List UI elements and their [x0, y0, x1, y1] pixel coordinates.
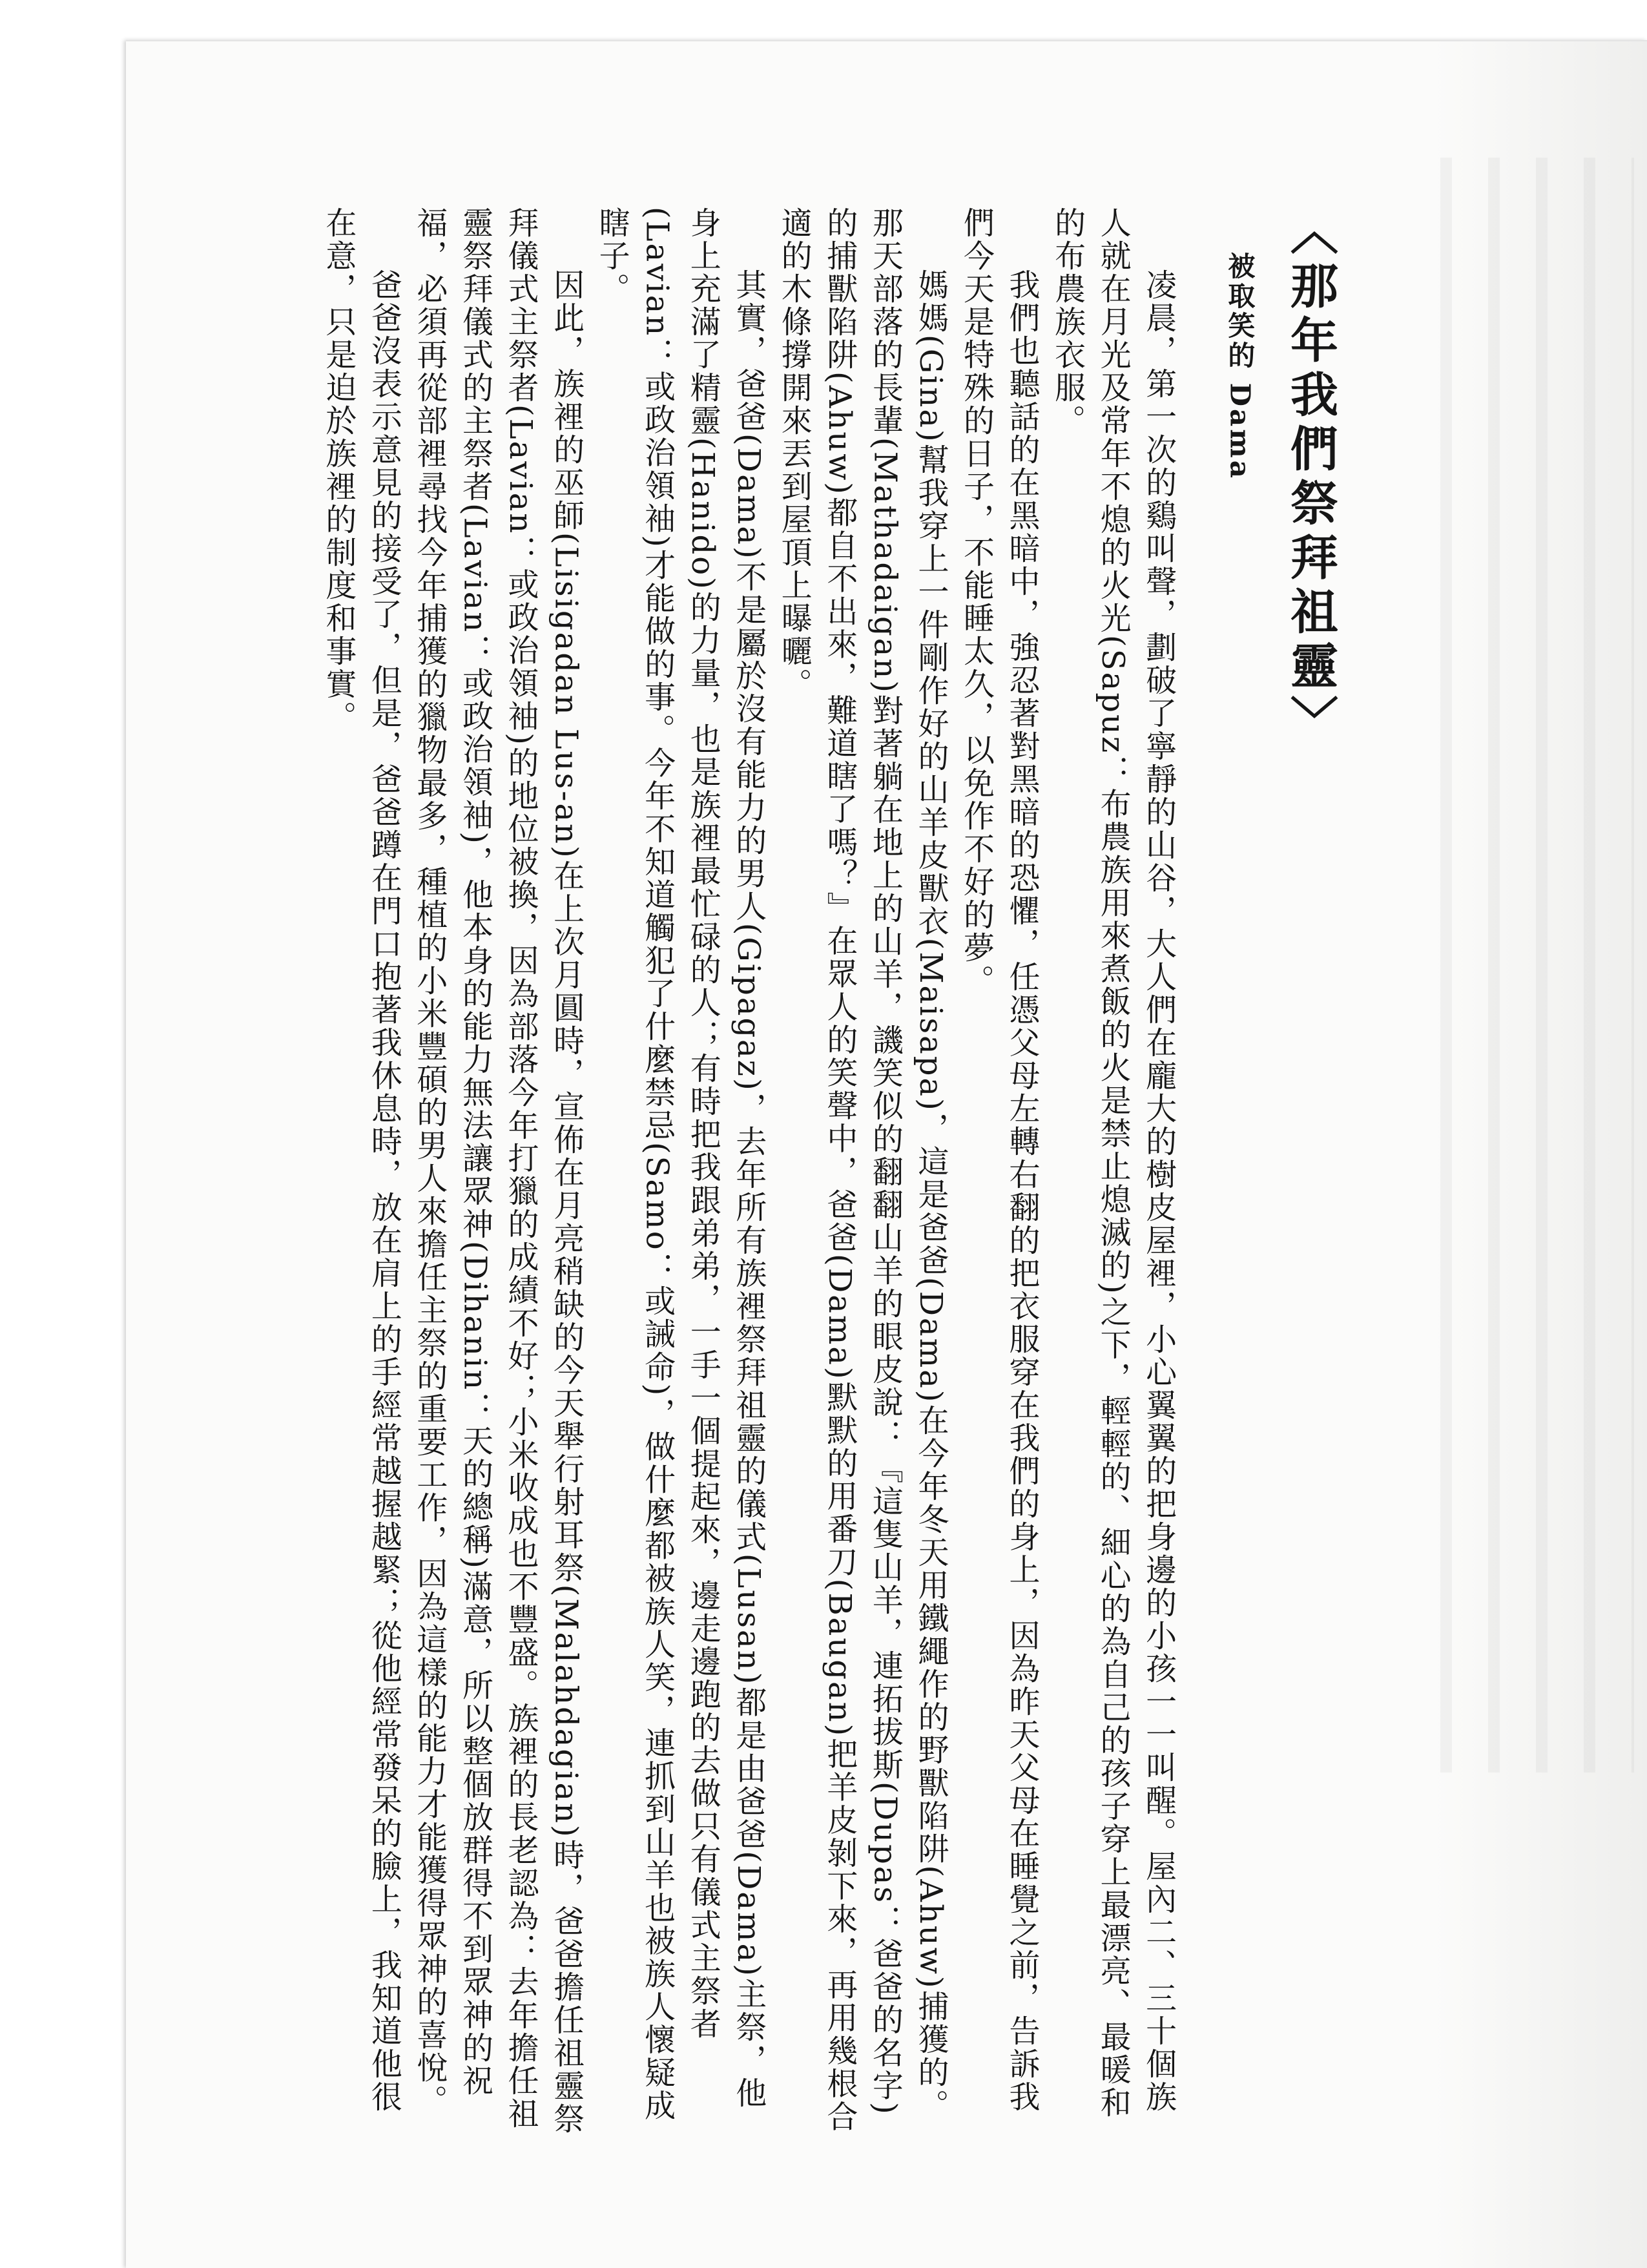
article-body — [320, 207, 1343, 2138]
paragraph-3: 媽媽(Gina)幫我穿上一件剛作好的山羊皮獸衣(Maisapa)，這是爸爸(Dama)在今年冬天用鐵繩作的野獸陷阱(Ahuw)捕獲的。那天部落的長輩(Mathadaigan)對著躺在地上的山羊，譏笑似的翻翻山羊的眼皮說：『這隻山羊，連拓拔斯(Dupas：爸爸的名字)的捕獸陷阱(Ahuw)都自不出來，難道瞎了嗎？』在眾人的笑聲中，爸爸(Dama)默默的用番刀(Baugan)把羊皮剝下來，再用幾根合適的木條撐開來丟到屋頂上曝曬。 — [776, 207, 949, 2134]
paragraph-6: 爸爸沒表示意見的接受了，但是，爸爸蹲在門口抱著我休息時，放在肩上的手經常越握越緊；從他經常發呆的臉上，我知道他很在意，只是迫於族裡的制度和事實。 — [320, 207, 402, 2114]
paragraph-5: 因此，族裡的巫師(Lisigadan Lus-an)在上次月圓時，宣佈在月亮稍缺的今天舉行射耳祭(Malahdagian)時，爸爸擔任祖靈祭拜儀式主祭者(Lavian：或政治領袖)的地位被換，因為部落今年打獵的成績不好；小米收成也不豐盛。族裡的長老認為：去年擔任祖靈祭拜儀式的主祭者(Lavian：或政治領袖)，他本身的能力無法讓眾神(Dihanin：天的總稱)滿意，所以整個放群得不到眾神的祝福，必須再從部裡尋找今年捕獲的獵物最多，種植的小米豐碩的男人來擔任主祭的重要工作，因為這樣的能力才能獲得眾神的喜悅。 — [411, 207, 585, 2136]
bleed-through-shadow — [1434, 41, 1647, 2268]
paragraph-2: 我們也聽話的在黑暗中，強忍著對黑暗的恐懼，任憑父母左轉右翻的把衣服穿在我們的身上，因為昨天父母在睡覺之前，告訴我們今天是特殊的日子，不能睡太久，以免作不好的夢。 — [958, 207, 1041, 2114]
article-title: 〈那年我們祭拜祖靈〉 — [1283, 207, 1338, 749]
author-byline: 被取笑的 Dama — [1224, 252, 1256, 481]
bleed-through-text — [1440, 158, 1634, 1773]
paragraph-4: 其實，爸爸(Dama)不是屬於沒有能力的男人(Gipagaz)，去年所有族裡祭拜祖靈的儀式(Lusan)都是由爸爸(Dama)主祭，他身上充滿了精靈(Hanido)的力量，也是族裡最忙碌的人；有時把我跟弟弟，一手一個提起來，邊走邊跑的去做只有儀式主祭者(Lavian：或政治領袖)才能做的事。今年不知道觸犯了什麼禁忌(Samo：或誡命)，做什麼都被族人笑，連抓到山羊也被族人懷疑成瞎子。 — [594, 207, 767, 2123]
paragraph-1: 凌晨，第一次的鷄叫聲，劃破了寧靜的山谷，大人們在龐大的樹皮屋裡，小心翼翼的把身邊的小孩一一叫醒。屋內二、三十個族人就在月光及常年不熄的火光(Sapuz：布農族用來煮飯的火是禁止熄滅的)之下，輕輕的、細心的為自己的孩子穿上最漂亮、最暖和的布農族衣服。 — [1049, 207, 1177, 2119]
